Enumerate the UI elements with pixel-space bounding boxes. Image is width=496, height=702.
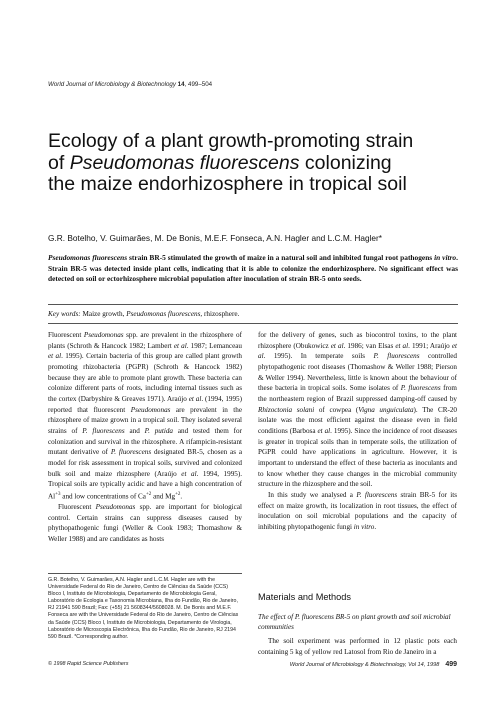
section-heading: Materials and Methods: [258, 592, 351, 602]
journal-name: World Journal of Microbiology & Biotechnology: [48, 81, 176, 88]
abstract-species: Pseudomonas fluorescens: [48, 253, 128, 262]
text-run: Fluorescent: [48, 331, 84, 339]
text-run: and tested them for colonization and survival in the rhizosphere. A rifampicin-resistant mutant derivative of: [48, 426, 242, 457]
italic-run: P. fluorescens: [110, 448, 152, 457]
text-run: . 1986; van Elsas: [343, 341, 396, 350]
italic-run: Pseudomonas: [130, 405, 171, 414]
italic-run: P. fluorescens: [82, 426, 125, 435]
italic-run: et al: [48, 352, 62, 361]
article-title: [48, 131, 468, 196]
title-line-1: Ecology of a plant growth-promoting strain: [48, 130, 414, 152]
text-run: . 1995). Since the incidence of root diseases is greater in tropical soils than in temperate soils, the utilization of PGPR could have applications in agriculture. However, it is important to understand the effect of these bacteria as inoculants and to know whether they cause changes in the microbial community structure in the rhizosphere and the soil.: [258, 426, 457, 489]
text-run: strain BR-5 for its effect on maize growth, its localization in root tissues, the effect of inoculation on soil microbial populations and the capacity of inhibiting phytopathogenic fungi: [258, 490, 457, 531]
text-run: . 1987; Lemanceau: [186, 341, 242, 350]
italic-run: et al: [317, 426, 331, 435]
abstract: [48, 253, 458, 285]
italic-run: Pseudomonas: [95, 502, 136, 511]
italic-run: et al: [188, 394, 202, 403]
italic-run: Pseudomonas: [83, 331, 124, 339]
text-run: for the delivery of genes, such as biocontrol toxins, to the plant rhizosphere (Obukowicz: [258, 331, 457, 350]
italic-run: et al: [330, 341, 344, 350]
italic-run: et al: [181, 469, 197, 478]
text-run: from the northeastern region of Brazil suppressed damping-off caused by: [258, 384, 457, 403]
page-number: 499: [445, 661, 457, 668]
superscript-run: +3: [55, 491, 61, 497]
text-run: In this study we analysed a: [268, 490, 357, 499]
text-run: ). The CR-20 isolate was the most efficient against the disease even in field conditions (Barbosa: [258, 405, 457, 435]
journal-running-header: [48, 81, 212, 88]
text-run: spp. are prevalent in the rhizosphere of plants (Schroth & Hancock 1982; Lambert: [48, 331, 242, 350]
superscript-run: +2: [175, 491, 181, 497]
text-run: . 1994, 1995). Tropical soils are typically acidic and have a high concentration of Al: [48, 469, 242, 501]
keywords-label: Key words:: [48, 310, 81, 318]
text-run: . (1994, 1995) reported that fluorescent: [48, 394, 242, 414]
subsection-heading: The effect of P. fluorescens BR-5 on plant growth and soil microbial communities: [258, 613, 451, 632]
journal-volume: 14: [177, 81, 185, 88]
intro-paragraph-4: [258, 490, 457, 533]
page-footer: [258, 661, 457, 668]
italic-run: P. fluorescens: [356, 490, 398, 499]
author-list: G.R. Botelho, V. Guimarães, M. De Bonis, M.E.F. Fonseca, A.N. Hagler and L.C.M. Hagler*: [48, 233, 383, 243]
title-line-3: the maize endorhizosphere in tropical soil: [48, 173, 407, 195]
keywords-divider: [48, 323, 458, 324]
text-run: .: [180, 492, 183, 501]
keywords-text-2: , rhizosphere.: [200, 310, 240, 318]
italic-run: et al: [173, 341, 187, 350]
intro-paragraph-2: [48, 502, 242, 545]
intro-paragraph-3: [258, 330, 457, 490]
footnote-divider: [48, 573, 242, 574]
abstract-divider: [48, 304, 458, 305]
italic-run: P. fluorescens: [373, 352, 420, 361]
keywords-text-1: Maize growth,: [80, 310, 127, 318]
text-run: Fluorescent: [58, 502, 96, 511]
italic-run: in vitro: [353, 522, 375, 531]
text-run: designated BR-5, chosen as a model for risk assessment in tropical soils, survived and colonized bulk soil and maize rhizosphere (Araújo: [48, 448, 242, 478]
author-affiliation-footnote: G.R. Botelho, V. Guimarães, A.N. Hagler and L.C.M. Hagler are with the Universidade Federal do Rio de Janeiro, Centro de Ciências da Saúde (CCS) Bloco I, Instituto de Microbiologia, Departamento de Microbiologia Geral, Laboratório de Ecologia e Taxonomia Microbiana, Ilha do Fundão, Rio de Janeiro, RJ 21941 590 Brazil; Fax: (+55) 21 5608344/5608028. M. De Bonis and M.E.F. Fonseca are with the Universidade Federal do Rio de Janeiro, Centro de Ciências da Saúde (CCS) Bloco I, Instituto de Microbiologia, Departamento de Virologia, Laboratório de Microscopia Electrônica, Ilha do Fundão, Rio de Janeiro, RJ 2194 590 Brazil. *Corresponding author.: [48, 577, 239, 640]
text-run: spp. are important for biological control. Certain strains can suppress diseases caused by phythopathogenic fungi (Weller & Cook 1983; Thomashow & Weller 1988) and are candidates as hosts: [48, 502, 242, 543]
title-line-2: [48, 153, 468, 175]
title-line-2-suffix: colonizing: [299, 151, 392, 174]
italic-run: P. putida: [144, 426, 173, 435]
text-run: and: [124, 426, 145, 435]
italic-run: Vigna unguiculata: [358, 405, 414, 414]
keywords: [48, 310, 458, 318]
text-run: controlled phytopathogenic root diseases (Thomashow & Weller 1988; Pierson & Weller 1994). Nevertheless, little is known about the behaviour of these bacteria in tropical soils. Some isolates of: [258, 352, 457, 393]
intro-paragraph-1: [48, 330, 242, 502]
text-run: . 1991; Araújo: [408, 341, 452, 350]
text-run: are prevalent in the rhizosphere of maize grown in a tropical soil. They isolated several strains of: [48, 405, 243, 435]
title-species: Pseudomonas fluorescens: [69, 151, 300, 174]
text-run: of cowpea (: [314, 405, 359, 414]
journal-pages: , 499–504: [184, 81, 213, 88]
italic-run: et al: [258, 341, 457, 361]
footer-journal: World Journal of Microbiology & Biotechnology, Vol 14, 1998: [289, 662, 440, 668]
abstract-text-2: . Strain BR-5 was detected inside plant cells, indicating that it is able to colonize the endorhizosphere. No significant effect was detected on soil or ectorhizosphere microbial population after inoculation of strain BR-5 onto seeds.: [48, 253, 458, 284]
text-run: . 1995). Certain bacteria of this group are called plant growth promoting rhizobacteria (PGPR) (Schroth & Hancock 1982) because they are able to promote plant growth. These bacteria can colonize different parts of roots, including internal tissues such as the cortex (Darbyshire & Greaves 1971). Araújo: [48, 352, 242, 403]
body-column-left: [48, 330, 242, 545]
text-run: and Mg: [151, 492, 176, 501]
italic-run: et al: [395, 341, 409, 350]
italic-run: Rhizoctonia solani: [258, 405, 315, 414]
superscript-run: +2: [145, 491, 152, 497]
italic-run: P. fluorescens: [400, 384, 441, 393]
text-run: .: [374, 522, 377, 531]
abstract-in-vitro: in vitro: [434, 253, 457, 262]
methods-paragraph: The soil experiment was performed in 12 plastic pots each containing 5 kg of yellow red Latosol from Rio de Janeiro in a: [258, 637, 457, 656]
keywords-species: Pseudomonas fluorescens: [126, 310, 201, 318]
body-column-right: [258, 330, 457, 532]
text-run: and low concentrations of Ca: [60, 492, 146, 501]
copyright-notice: © 1998 Rapid Science Publishers: [48, 661, 129, 667]
title-line-2-prefix: of: [48, 151, 70, 174]
text-run: . 1995). In temperate soils: [263, 352, 374, 361]
abstract-text-1: strain BR-5 stimulated the growth of maize in a natural soil and inhibited fungal root pathogens: [127, 253, 435, 262]
